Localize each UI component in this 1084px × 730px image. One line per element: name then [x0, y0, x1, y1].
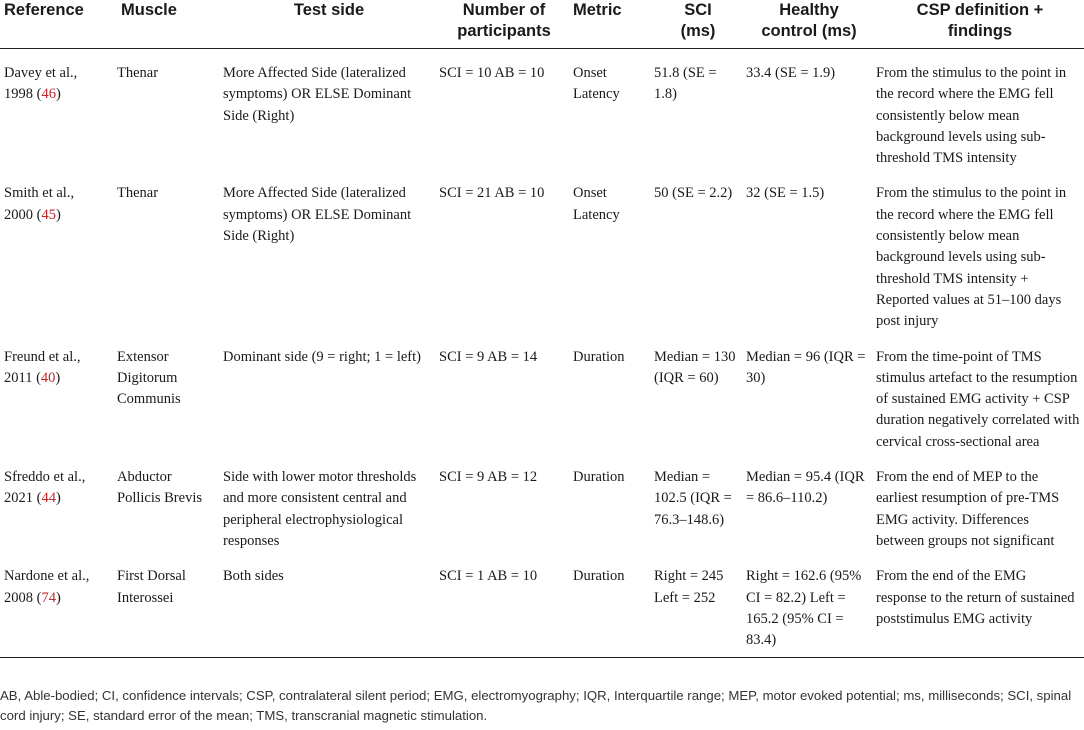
- header-sci: SCI (ms): [650, 0, 742, 49]
- cell-participants: SCI = 1 AB = 10: [435, 552, 569, 658]
- cell-sci: 51.8 (SE = 1.8): [654, 65, 717, 103]
- cell-test-side: More Affected Side (lateralized symptoms) OR ELSE Dominant Side (Right): [223, 65, 412, 124]
- table-row: [0, 552, 1084, 658]
- cell-participants: SCI = 9 AB = 12: [439, 469, 538, 486]
- cell-csp: From the end of the EMG response to the return of sustained poststimulus EMG activity: [872, 552, 1084, 658]
- cell-metric: Duration: [573, 348, 625, 365]
- citation-link[interactable]: 40: [40, 369, 56, 386]
- cell-test-side: Both sides: [219, 552, 435, 658]
- header-metric: Metric: [569, 0, 650, 49]
- table-header-row: [0, 0, 1084, 49]
- cell-reference: Smith et al., 2000 (45): [4, 185, 75, 223]
- cell-healthy: Median = 96 (IQR = 30): [746, 348, 866, 386]
- cell-muscle: Abductor Pollicis Brevis: [117, 469, 202, 507]
- cell-healthy: Right = 162.6 (95% CI = 82.2) Left = 165.2 (95% CI = 83.4): [742, 552, 872, 658]
- citation-link[interactable]: 46: [41, 86, 56, 103]
- cell-sci: Median = 102.5 (IQR = 76.3–148.6): [654, 469, 732, 528]
- cell-reference: Sfreddo et al., 2021 (44): [4, 469, 86, 507]
- citation-link[interactable]: 74: [41, 589, 56, 606]
- table-footnote: AB, Able-bodied; CI, confidence intervals; CSP, contralateral silent period; EMG, electromyography; IQR, Interquartile range; MEP, motor evoked potential; ms, milliseconds; SCI, spinal cord injury; SE, standard error of the mean; TMS, transcranial magnetic stimulation.: [0, 688, 1072, 723]
- header-participants: Number of participants: [435, 0, 569, 49]
- cell-participants: SCI = 10 AB = 10: [439, 65, 545, 81]
- table-row: [0, 453, 1084, 552]
- citation-link[interactable]: 45: [41, 206, 56, 223]
- cell-muscle: Thenar: [117, 65, 159, 81]
- cell-reference: Davey et al., 1998 (46): [4, 65, 78, 103]
- citation-link[interactable]: 44: [41, 490, 56, 507]
- cell-test-side: Dominant side (9 = right; 1 = left): [223, 348, 421, 365]
- cell-healthy: 33.4 (SE = 1.9): [746, 65, 836, 81]
- table-row: [0, 49, 1084, 170]
- cell-csp: From the stimulus to the point in the record where the EMG fell consistently below mean background levels using sub-threshold TMS intensity + Reported values at 51–100 days post injury: [876, 185, 1067, 330]
- header-test-side: Test side: [219, 0, 435, 49]
- cell-metric: Onset Latency: [573, 65, 620, 103]
- header-muscle: Muscle: [109, 0, 219, 49]
- cell-reference: Nardone et al., 2008 (74): [0, 552, 109, 658]
- cell-csp: From the end of MEP to the earliest resumption of pre-TMS EMG activity. Differences between groups not significant: [876, 469, 1060, 549]
- cell-metric: Duration: [569, 552, 650, 658]
- cell-muscle: First Dorsal Interossei: [109, 552, 219, 658]
- cell-sci: 50 (SE = 2.2): [654, 185, 733, 202]
- cell-csp: From the time-point of TMS stimulus artefact to the resumption of sustained EMG activity + CSP duration negatively correlated with cervical cross-sectional area: [876, 348, 1080, 450]
- cell-sci: Right = 245 Left = 252: [650, 552, 742, 658]
- cell-participants: SCI = 9 AB = 14: [439, 348, 538, 365]
- table-row: [0, 169, 1084, 332]
- cell-muscle: Thenar: [117, 185, 159, 202]
- table-row: [0, 333, 1084, 453]
- cell-test-side: Side with lower motor thresholds and more consistent central and peripheral electrophysiological responses: [223, 469, 417, 549]
- cell-participants: SCI = 21 AB = 10: [439, 185, 545, 202]
- header-healthy-control: Healthy control (ms): [742, 0, 872, 49]
- header-csp-definition: CSP definition + findings: [872, 0, 1084, 49]
- cell-reference: Freund et al., 2011 (40): [4, 348, 81, 386]
- cell-healthy: 32 (SE = 1.5): [746, 185, 825, 202]
- cell-sci: Median = 130 (IQR = 60): [654, 348, 736, 386]
- cell-metric: Onset Latency: [573, 185, 620, 223]
- cell-muscle: Extensor Digitorum Communis: [117, 348, 181, 408]
- cell-metric: Duration: [573, 469, 625, 486]
- cell-healthy: Median = 95.4 (IQR = 86.6–110.2): [746, 469, 865, 507]
- header-reference: Reference: [0, 0, 109, 49]
- cell-test-side: More Affected Side (lateralized symptoms) OR ELSE Dominant Side (Right): [223, 185, 412, 245]
- cell-csp: From the stimulus to the point in the record where the EMG fell consistently below mean background levels using sub-threshold TMS intensity: [876, 65, 1067, 167]
